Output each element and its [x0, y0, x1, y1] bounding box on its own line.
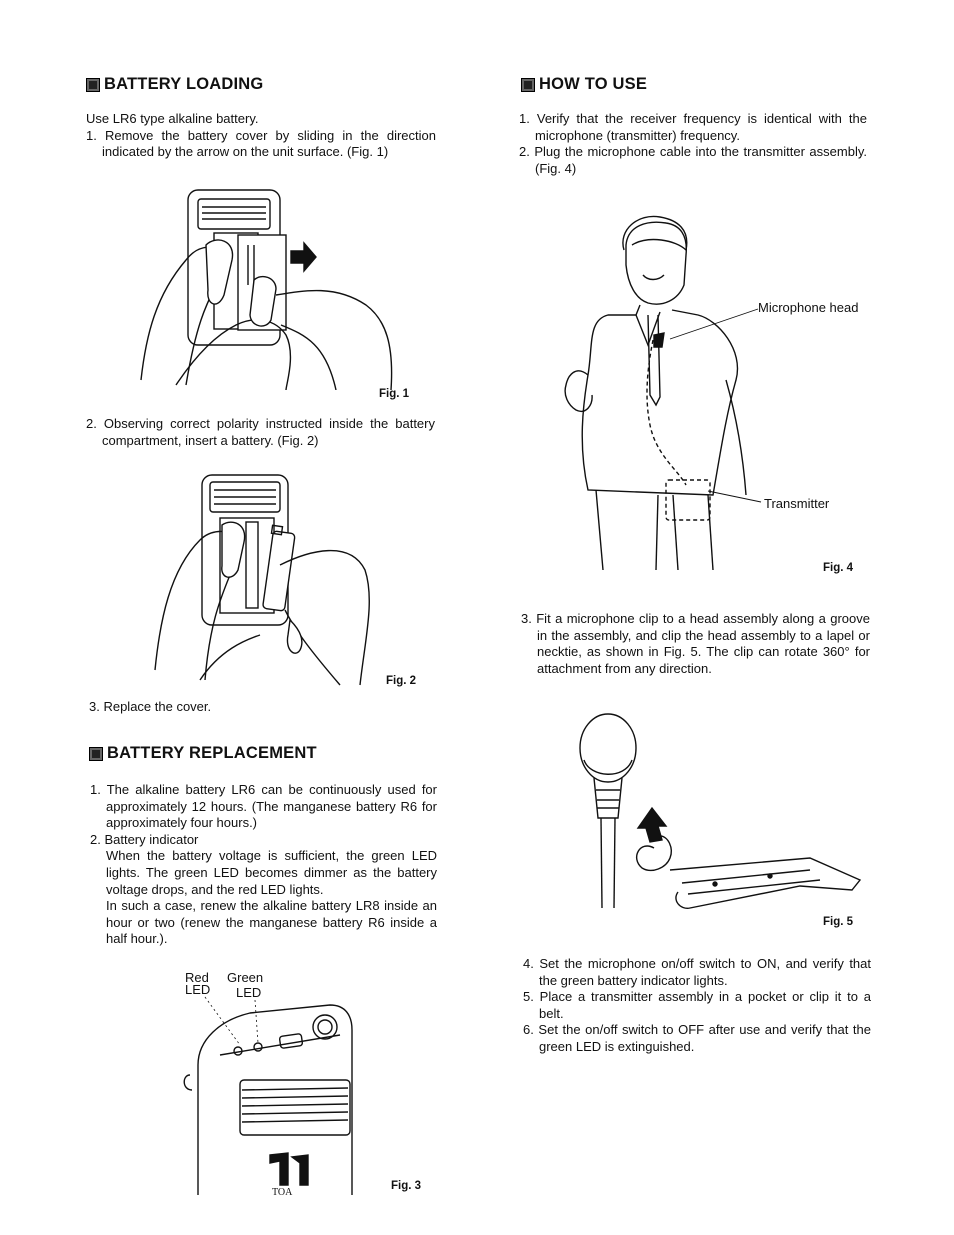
step-replace-cover: 3. Replace the cover. — [89, 699, 212, 714]
how-to-use-title: HOW TO USE — [539, 75, 648, 93]
item-battery-life: 1. The alkaline battery LR6 can be continuously used for approximately 12 hours. (The manganese battery R6 for approximately four hours.) — [90, 782, 437, 831]
square-bullet-icon — [521, 78, 535, 92]
transmitter-label: Transmitter — [764, 496, 830, 511]
step-verify-frequency: 1. Verify that the receiver frequency is identical with the microphone (transmitter) frequency. — [519, 111, 867, 143]
item-battery-renew-text: In such a case, renew the alkaline battery LR8 inside an hour or two (renew the manganese battery R6 inside a half hour.). — [106, 898, 437, 947]
battery-replacement-title: BATTERY REPLACEMENT — [107, 744, 317, 762]
how-to-use-steps-1-2 — [519, 111, 867, 177]
battery-replacement-heading — [89, 744, 317, 763]
green-led-label-line2: LED — [236, 985, 262, 1000]
step-fit-clip: 3. Fit a microphone clip to a head assembly along a groove in the assembly, and clip the head assembly to a lapel or necktie, as shown in Fig. 5. The clip can rotate 360° for attachment from any direction. — [521, 611, 870, 676]
fig3-caption: Fig. 3 — [391, 1180, 422, 1192]
item-battery-indicator-text: When the battery voltage is sufficient, the green LED lights. The green LED becomes dimmer as the battery voltage drops, and the red LED lights. — [106, 848, 437, 897]
microphone-head-label: Microphone head — [758, 300, 859, 315]
step-plug-cable: 2. Plug the microphone cable into the transmitter assembly. (Fig. 4) — [519, 144, 867, 176]
red-led-label-line2: LED — [185, 982, 211, 997]
fig3-illustration — [180, 995, 370, 1200]
fig4-caption: Fig. 4 — [823, 562, 854, 574]
fig1-illustration — [136, 185, 398, 390]
square-bullet-icon — [89, 747, 103, 761]
red-led-label-line1: Red — [185, 970, 209, 985]
square-bullet-icon — [86, 78, 100, 92]
fig2-caption: Fig. 2 — [386, 675, 417, 687]
step-insert-battery-block — [86, 416, 435, 449]
item-battery-indicator-title: 2. Battery indicator — [90, 831, 199, 847]
battery-loading-title: BATTERY LOADING — [104, 75, 264, 93]
step-remove-cover: 1. Remove the battery cover by sliding in the direction indicated by the arrow on the unit surface. (Fig. 1) — [86, 127, 436, 160]
how-to-use-steps-4-6 — [523, 956, 871, 1056]
fig2-illustration — [150, 470, 380, 690]
battery-loading-heading — [86, 75, 263, 94]
fig1-caption: Fig. 1 — [379, 388, 410, 400]
battery-type-text: Use LR6 type alkaline battery. — [86, 111, 259, 126]
step-fit-clip-block — [521, 611, 870, 677]
step-switch-off: 6. Set the on/off switch to OFF after use and verify that the green LED is extinguished. — [523, 1022, 871, 1054]
fig5-illustration — [570, 708, 865, 913]
toa-logo-text: TOA — [272, 1187, 293, 1198]
step-switch-on: 4. Set the microphone on/off switch to ON, and verify that the green battery indicator lights. — [523, 956, 871, 988]
battery-replacement-items — [90, 782, 437, 948]
battery-loading-steps — [86, 111, 436, 161]
fig4-illustration — [548, 215, 768, 570]
red-led-label — [185, 972, 210, 996]
step-place-transmitter: 5. Place a transmitter assembly in a pocket or clip it to a belt. — [523, 989, 871, 1021]
fig5-caption: Fig. 5 — [823, 916, 854, 928]
how-to-use-heading — [521, 75, 647, 94]
green-led-label-line1: Green — [227, 970, 264, 985]
step-insert-battery: 2. Observing correct polarity instructed inside the battery compartment, insert a battery. (Fig. 2) — [86, 416, 435, 448]
